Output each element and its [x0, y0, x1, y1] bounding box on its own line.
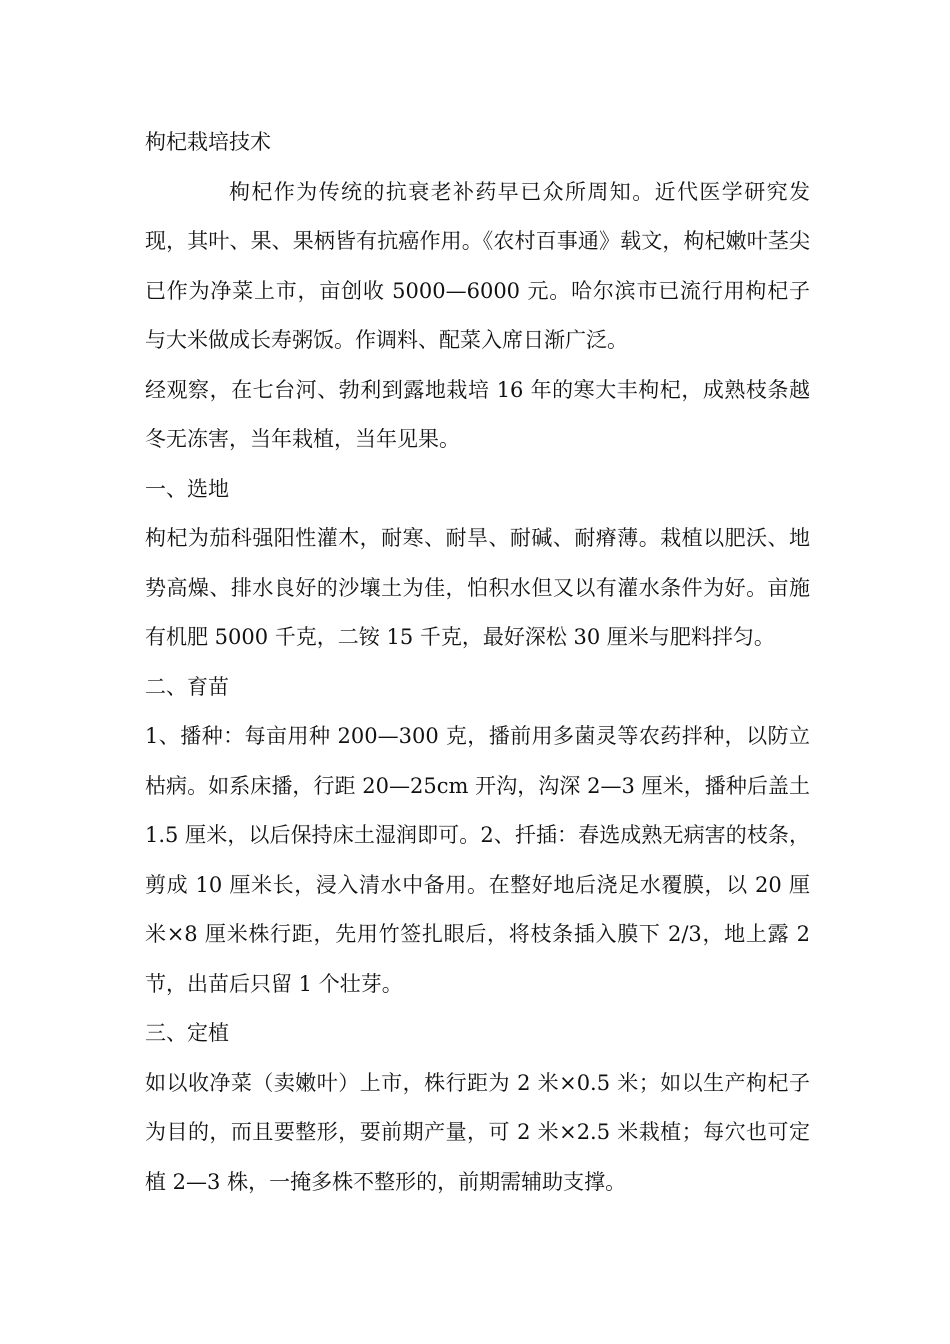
section-heading-site-selection: 一、选地	[145, 476, 229, 501]
observation-paragraph: 经观察，在七台河、勃利到露地栽培 16 年的寒大丰枸杞，成熟枝条越冬无冻害，当年栽植，当年见果。	[145, 377, 810, 451]
section-body-planting: 如以收净菜（卖嫩叶）上市，株行距为 2 米×0.5 米；如以生产枸杞子为目的，而且要整形，要前期产量，可 2 米×2.5 米栽植；每穴也可定植 2—3 株，一掩多株不整形的，前期需辅助支撑。	[145, 1070, 810, 1194]
intro-paragraph: 枸杞作为传统的抗衰老补药早已众所周知。近代医学研究发现，其叶、果、果柄皆有抗癌作用。《农村百事通》载文，枸杞嫩叶茎尖已作为净菜上市，亩创收 5000—6000 元。哈尔滨市已流行用枸杞子与大米做成长寿粥饭。作调料、配菜入席日渐广泛。	[145, 179, 810, 352]
section-body-seedling: 1、播种：每亩用种 200—300 克，播前用多菌灵等农药拌种，以防立枯病。如系床播，行距 20—25cm 开沟，沟深 2—3 厘米，播种后盖土 1.5 厘米，以后保持床土湿润即可。2、扦插：春选成熟无病害的枝条，剪成 10 厘米长，浸入清水中备用。在整好地后浇足水覆膜，以 20 厘米×8 厘米株行距，先用竹签扎眼后，将枝条插入膜下 2/3，地上露 2 节，出苗后只留 1 个壮芽。	[145, 724, 810, 996]
section-body-site-selection: 枸杞为茄科强阳性灌木，耐寒、耐旱、耐碱、耐瘠薄。栽植以肥沃、地势高燥、排水良好的沙壤土为佳，怕积水但又以有灌水条件为好。亩施有机肥 5000 千克，二铵 15 千克，最好深松 30 厘米与肥料拌匀。	[145, 526, 810, 649]
document-body	[145, 118, 810, 1207]
section-heading-seedling: 二、育苗	[145, 674, 229, 699]
document-title: 枸杞栽培技术	[145, 130, 271, 154]
section-heading-planting: 三、定植	[145, 1021, 229, 1045]
